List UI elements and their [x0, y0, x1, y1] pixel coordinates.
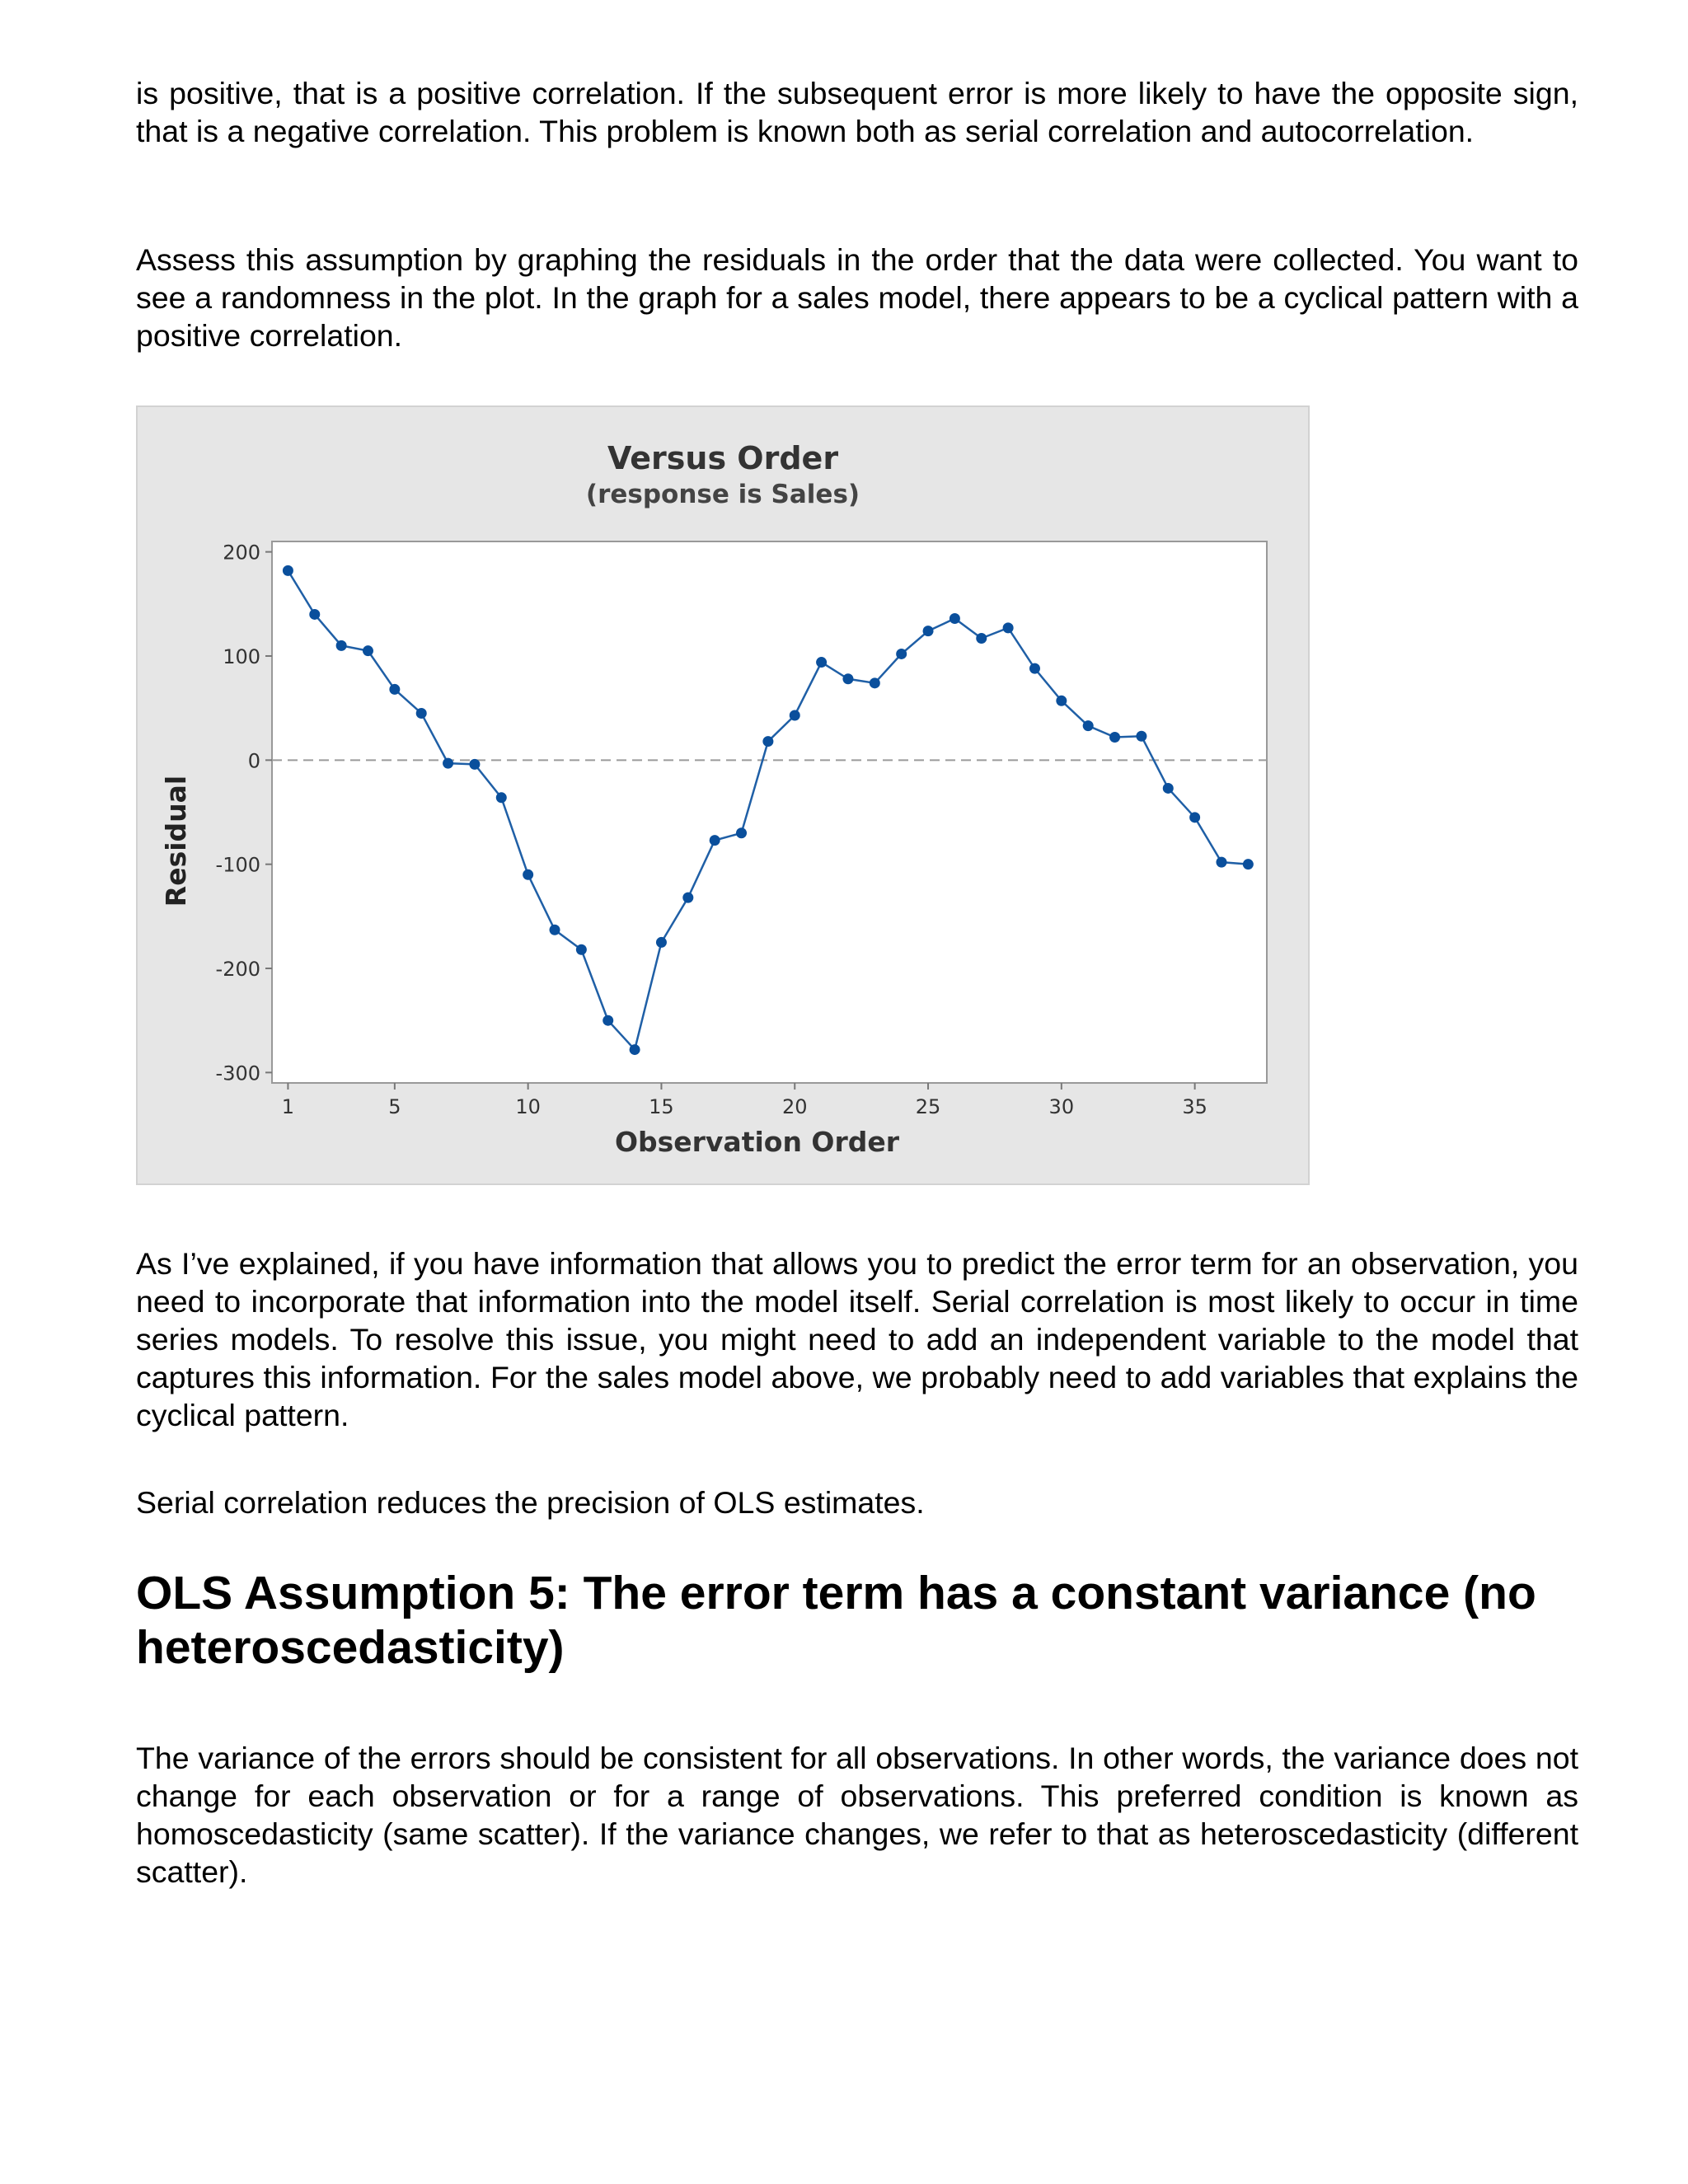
residual-point — [736, 827, 747, 838]
residual-point — [550, 925, 560, 935]
x-tick-label: 25 — [915, 1095, 941, 1118]
residual-point — [656, 937, 667, 948]
y-tick-label: -300 — [215, 1062, 260, 1085]
y-axis-ticks — [216, 541, 272, 1085]
section-heading-assumption-5: OLS Assumption 5: The error term has a constant variance (no heteroscedasticity) — [136, 1567, 1536, 1674]
y-tick-label: -200 — [215, 958, 260, 982]
paragraph-precision: Serial correlation reduces the precision of OLS estimates. — [136, 1485, 925, 1520]
residual-point — [923, 626, 934, 636]
chart-svg — [138, 407, 1308, 1183]
residual-point — [762, 736, 773, 747]
residual-point — [363, 645, 373, 656]
x-tick-label: 20 — [781, 1095, 808, 1118]
residual-point — [469, 759, 480, 770]
x-tick-label: 30 — [1048, 1095, 1075, 1118]
residual-point — [842, 673, 853, 684]
residual-point — [523, 869, 533, 880]
residual-point — [1243, 859, 1254, 869]
residual-point — [336, 640, 347, 651]
x-tick-label: 5 — [388, 1095, 401, 1118]
residual-point — [496, 792, 507, 803]
chart-title: Versus Order — [607, 440, 839, 476]
plot-area — [272, 541, 1267, 1083]
y-tick-label: -100 — [215, 853, 260, 877]
residual-point — [309, 609, 320, 620]
residual-point — [603, 1015, 613, 1026]
paragraph-serial-correlation-definition: is positive, that is a positive correlation. If the subsequent error is more likely to have the opposite sign, that is a negative correlation. This problem is known both as serial correlation and autocorrelation. — [136, 76, 1578, 148]
chart-subtitle: (response is Sales) — [585, 480, 860, 509]
x-tick-label: 35 — [1182, 1095, 1207, 1118]
x-axis-ticks — [282, 1083, 1207, 1118]
residual-point — [630, 1044, 640, 1055]
y-tick-label: 200 — [223, 541, 260, 565]
residual-point — [1109, 732, 1120, 743]
x-tick-label: 10 — [515, 1095, 541, 1118]
x-tick-label: 15 — [649, 1095, 674, 1118]
paragraph-incorporate-information: As I’ve explained, if you have information that allows you to predict the error term for an observation, you need to incorporate that information into the model itself. Serial correlation is most likely to occur in time series models. To resolve this issue, you might need to add an independent variable to the model that captures this information. For the sales model above, we probably need to add variables that explains the cyclical pattern. — [136, 1246, 1578, 1432]
x-axis-label: Observation Order — [614, 1126, 900, 1158]
residual-point — [1003, 622, 1014, 633]
residual-point — [1216, 857, 1226, 868]
residual-point — [950, 613, 960, 624]
residual-point — [1056, 696, 1067, 706]
y-tick-label: 0 — [247, 749, 260, 773]
x-tick-label: 1 — [281, 1095, 295, 1118]
residual-point — [443, 758, 453, 769]
residual-point — [283, 565, 293, 576]
residual-point — [896, 649, 907, 659]
y-tick-label: 100 — [223, 644, 260, 668]
paragraph-assess-assumption: Assess this assumption by graphing the residuals in the order that the data were collected. You want to see a randomness in the plot. In the graph for a sales model, there appears to be a cyclical pattern with a positive correlation. — [136, 242, 1578, 353]
residual-point — [816, 657, 827, 668]
residual-point — [576, 944, 587, 955]
residual-point — [416, 708, 427, 719]
y-axis-label: Residual — [160, 775, 192, 907]
residual-point — [1136, 731, 1146, 742]
residual-point — [870, 677, 880, 688]
residual-point — [1163, 783, 1174, 794]
residual-point — [1029, 663, 1040, 674]
residual-point — [389, 684, 400, 695]
paragraph-constant-variance: The variance of the errors should be consistent for all observations. In other words, the variance does not change for each observation or for a range of observations. This preferred condition is known as homoscedasticity (same scatter). If the variance changes, we refer to that as heteroscedasticity (different scatter). — [136, 1741, 1578, 1889]
residual-point — [1189, 812, 1200, 823]
residual-point — [790, 710, 800, 720]
residual-point — [1083, 720, 1094, 731]
residual-point — [976, 633, 987, 644]
residual-point — [710, 835, 720, 846]
residual-versus-order-chart — [136, 405, 1310, 1185]
residual-point — [682, 893, 693, 903]
